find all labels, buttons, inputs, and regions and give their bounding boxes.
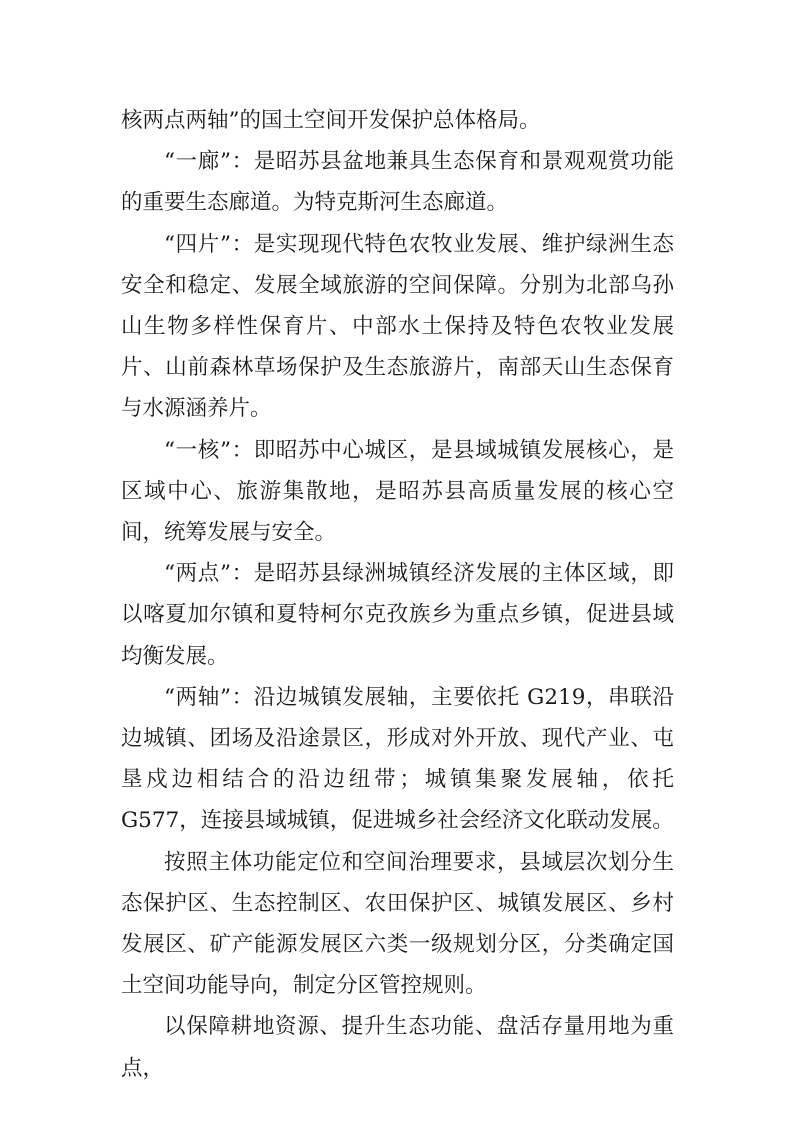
paragraph-zoning: 按照主体功能定位和空间治理要求，县域层次划分生态保护区、生态控制区、农田保护区、城镇发展区、乡村发展区、矿产能源发展区六类一级规划分区，分类确定国土空间功能导向，制定分区管控规则。 — [121, 849, 674, 999]
body-text — [121, 100, 674, 1089]
paragraph-continuation: 核两点两轴”的国土空间开发保护总体格局。 — [121, 108, 541, 133]
paragraph-yihe: “一核”：即昭苏中心城区，是县域城镇发展核心，是区域中心、旅游集散地，是昭苏县高质量发展的核心空间，统筹发展与安全。 — [121, 437, 674, 546]
paragraph-liangdian: “两点”：是昭苏县绿洲城镇经济发展的主体区域，即以喀夏加尔镇和夏特柯尔克孜族乡为重点乡镇，促进县域均衡发展。 — [121, 561, 674, 669]
paragraph-priorities: 以保障耕地资源、提升生态功能、盘活存量用地为重点， — [121, 1014, 674, 1081]
paragraph-liangzhou: “两轴”：沿边城镇发展轴，主要依托 G219，串联沿边城镇、团场及沿途景区，形成对外开放、现代产业、屯垦戍边相结合的沿边纽带；城镇集聚发展轴，依托 G577，连接县域城镇，促进城乡社会经济文化联动发展。 — [121, 684, 674, 834]
paragraph-sipian: “四片”：是实现现代特色农牧业发展、维护绿洲生态安全和稳定、发展全域旅游的空间保障。分别为北部乌孙山生物多样性保育片、中部水土保持及特色农牧业发展片、山前森林草场保护及生态旅游片，南部天山生态保育与水源涵养片。 — [121, 231, 674, 422]
paragraph-yilang: “一廊”：是昭苏县盆地兼具生态保育和景观观赏功能的重要生态廊道。为特克斯河生态廊道。 — [121, 149, 674, 216]
